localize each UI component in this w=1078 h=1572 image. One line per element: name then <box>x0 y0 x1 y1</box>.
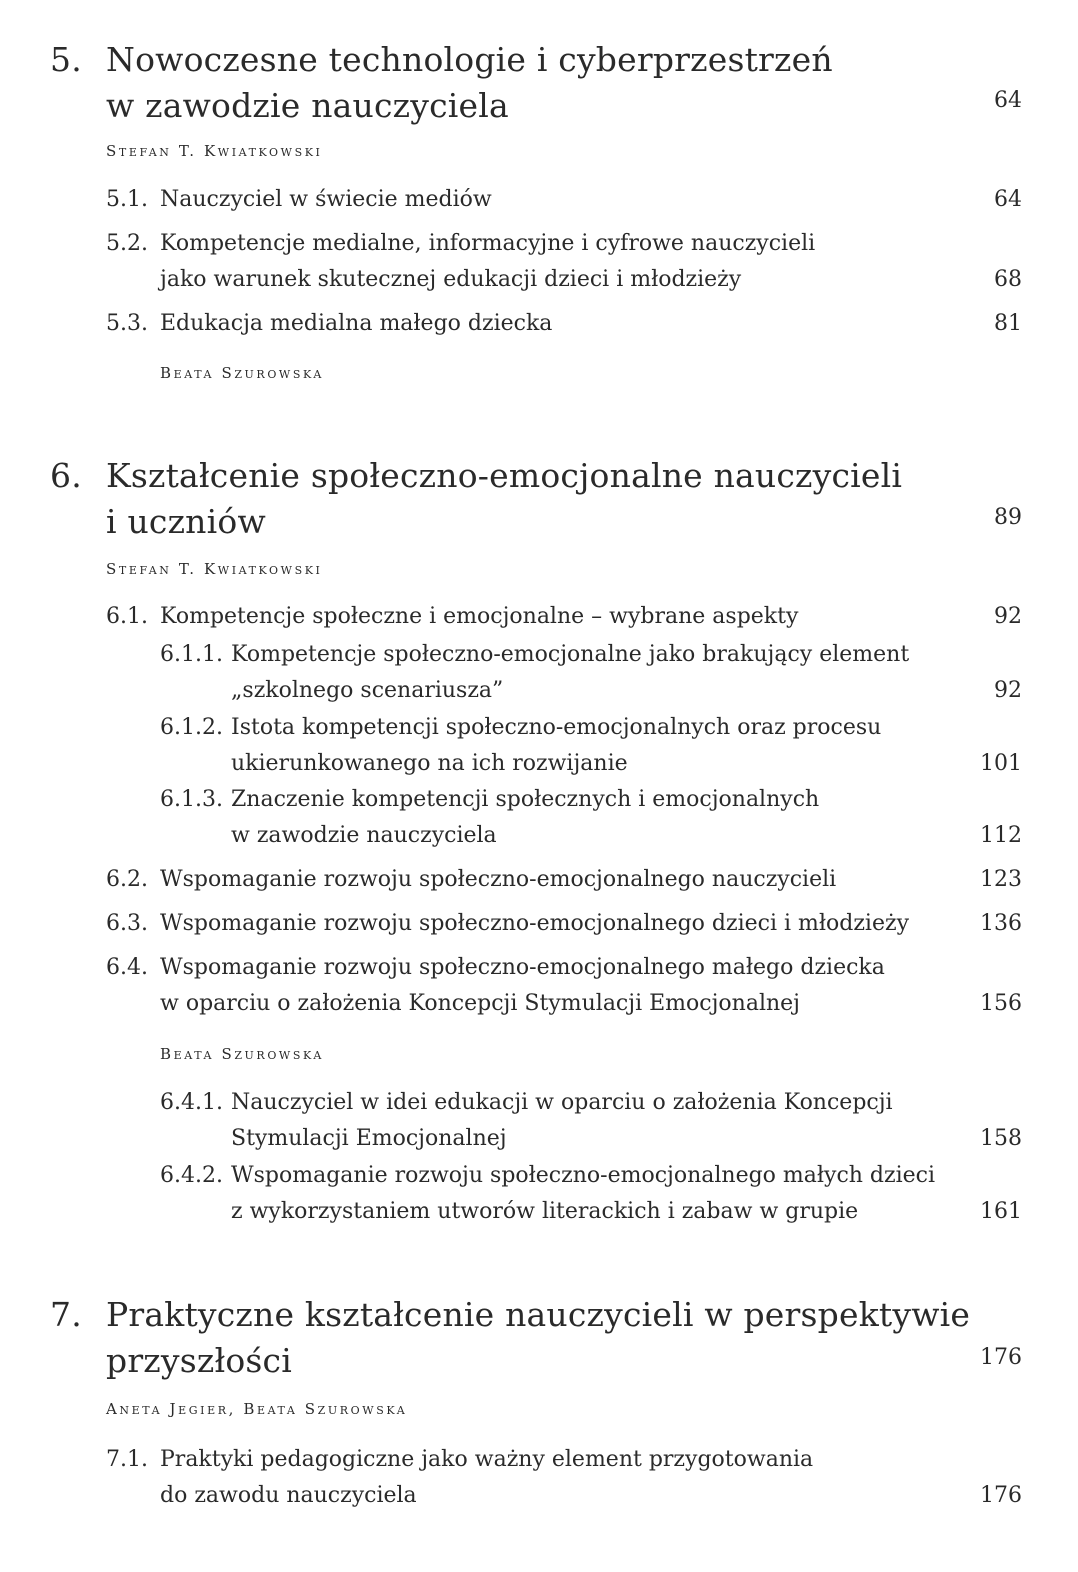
entry-title-line: ukierunkowanego na ich rozwijanie <box>231 751 628 776</box>
entry-number: 6.1.1. <box>160 642 223 667</box>
entry-title-line: w zawodzie nauczyciela <box>231 823 497 848</box>
entry-number: 5.1. <box>106 187 148 212</box>
entry-page-number: 123 <box>980 867 1022 892</box>
entry-page-number: 156 <box>980 991 1022 1016</box>
entry-title-line: Nauczyciel w świecie mediów <box>160 187 492 212</box>
entry-title-line: z wykorzystaniem utworów literackich i zabaw w grupie <box>231 1199 859 1224</box>
entry-number: 7.1. <box>106 1447 148 1472</box>
chapter-title-line: przyszłości <box>106 1341 292 1380</box>
entry-title <box>160 599 798 635</box>
chapter-author: Stefan T. Kwiatkowski <box>106 560 323 578</box>
entry-title-line: Praktyki pedagogiczne jako ważny element przygotowania <box>160 1447 814 1472</box>
chapter-page-number: 64 <box>994 88 1022 113</box>
entry-title-line: Kompetencje społeczne i emocjonalne – wybrane aspekty <box>160 604 799 629</box>
chapter-number: 6. <box>50 456 82 495</box>
entry-number: 5.2. <box>106 231 148 256</box>
entry-title-line: w oparciu o założenia Koncepcji Stymulacji Emocjonalnej <box>160 991 800 1016</box>
entry-number: 6.4.2. <box>160 1163 223 1188</box>
entry-title <box>160 862 836 898</box>
entry-title-line: Kompetencje społeczno-emocjonalne jako brakujący element <box>231 642 910 667</box>
entry-title-line: „szkolnego scenariusza” <box>231 678 504 703</box>
entry-title-line: do zawodu nauczyciela <box>160 1483 417 1508</box>
section-author: Beata Szurowska <box>160 364 324 382</box>
chapter-author: Aneta Jegier, Beata Szurowska <box>106 1400 408 1418</box>
entry-title-line: Wspomaganie rozwoju społeczno-emocjonalnego małego dziecka <box>160 955 885 980</box>
chapter-title-line: i uczniów <box>106 502 266 541</box>
chapter-title-line: w zawodzie nauczyciela <box>106 86 509 125</box>
chapter-author: Stefan T. Kwiatkowski <box>106 142 323 160</box>
entry-title-line: jako warunek skutecznej edukacji dzieci i młodzieży <box>160 267 742 292</box>
entry-number: 6.1.3. <box>160 787 223 812</box>
entry-title-line: Znaczenie kompetencji społecznych i emocjonalnych <box>231 787 820 812</box>
entry-page-number: 81 <box>994 311 1022 336</box>
entry-page-number: 92 <box>994 678 1022 703</box>
chapter-title-line: Nowoczesne technologie i cyberprzestrzeń <box>106 40 833 79</box>
chapter-page-number: 176 <box>980 1345 1022 1370</box>
entry-page-number: 112 <box>980 823 1022 848</box>
chapter-title <box>106 1292 971 1384</box>
entry-title <box>160 950 885 1022</box>
entry-title <box>160 182 492 218</box>
entry-title-line: Edukacja medialna małego dziecka <box>160 311 553 336</box>
entry-page-number: 158 <box>980 1126 1022 1151</box>
entry-title-line: Wspomaganie rozwoju społeczno-emocjonalnego dzieci i młodzieży <box>160 911 910 936</box>
entry-title <box>231 782 819 854</box>
entry-number: 6.3. <box>106 911 148 936</box>
entry-title <box>160 1442 813 1514</box>
entry-title-line: Nauczyciel w idei edukacji w oparciu o założenia Koncepcji <box>231 1090 893 1115</box>
chapter-title-line: Kształcenie społeczno-emocjonalne nauczycieli <box>106 456 903 495</box>
entry-title <box>231 1085 893 1157</box>
entry-number: 6.1.2. <box>160 715 223 740</box>
chapter-number: 5. <box>50 40 82 79</box>
entry-title <box>231 1158 935 1230</box>
entry-page-number: 101 <box>980 751 1022 776</box>
entry-title-line: Istota kompetencji społeczno-emocjonalnych oraz procesu <box>231 715 882 740</box>
entry-title-line: Wspomaganie rozwoju społeczno-emocjonalnego nauczycieli <box>160 867 837 892</box>
entry-page-number: 64 <box>994 187 1022 212</box>
entry-page-number: 92 <box>994 604 1022 629</box>
entry-page-number: 176 <box>980 1483 1022 1508</box>
entry-number: 6.1. <box>106 604 148 629</box>
chapter-title-line: Praktyczne kształcenie nauczycieli w perspektywie <box>106 1295 971 1334</box>
chapter-page-number: 89 <box>994 505 1022 530</box>
entry-page-number: 161 <box>980 1199 1022 1224</box>
entry-page-number: 136 <box>980 911 1022 936</box>
entry-title-line: Stymulacji Emocjonalnej <box>231 1126 507 1151</box>
entry-title <box>160 906 909 942</box>
entry-number: 5.3. <box>106 311 148 336</box>
entry-title <box>231 637 909 709</box>
entry-title <box>160 306 552 342</box>
chapter-title <box>106 453 906 545</box>
entry-title <box>231 710 881 782</box>
chapter-title <box>106 37 906 129</box>
section-author: Beata Szurowska <box>160 1045 324 1063</box>
entry-title-line: Wspomaganie rozwoju społeczno-emocjonalnego małych dzieci <box>231 1163 936 1188</box>
entry-page-number: 68 <box>994 267 1022 292</box>
entry-title <box>160 226 815 298</box>
entry-number: 6.4. <box>106 955 148 980</box>
entry-number: 6.2. <box>106 867 148 892</box>
entry-number: 6.4.1. <box>160 1090 223 1115</box>
chapter-number: 7. <box>50 1295 82 1334</box>
entry-title-line: Kompetencje medialne, informacyjne i cyfrowe nauczycieli <box>160 231 816 256</box>
